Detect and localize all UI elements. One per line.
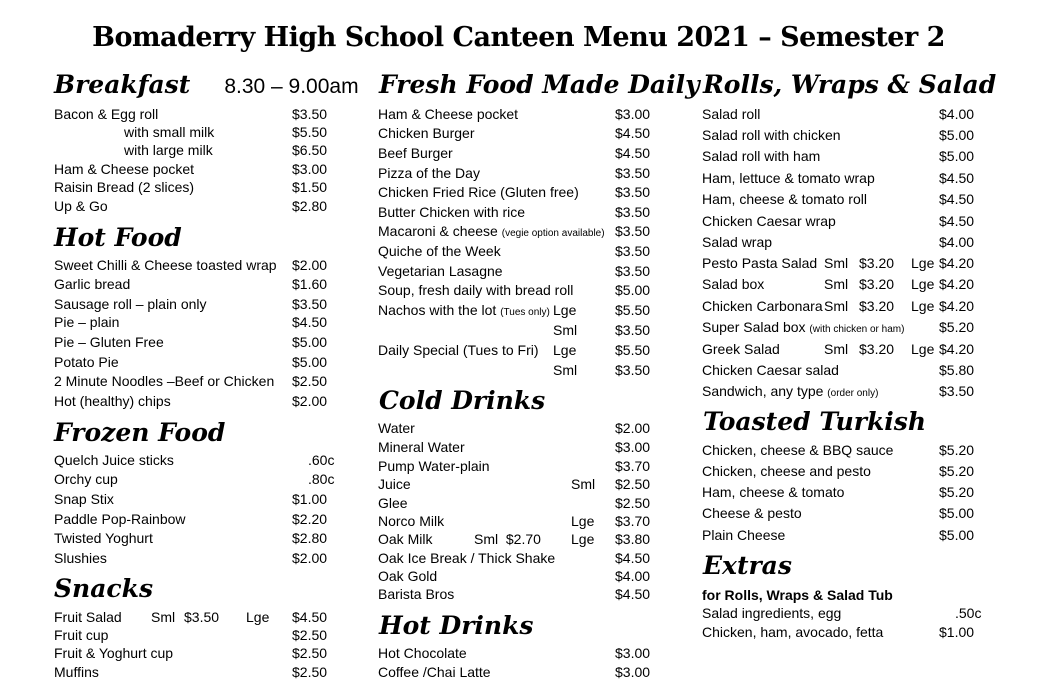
size-label: Sml <box>824 298 849 314</box>
menu-item: with small milk <box>124 124 215 140</box>
menu-item-name: Super Salad box <box>702 319 806 335</box>
menu-item: Greek Salad <box>702 341 780 357</box>
menu-item: Chicken, cheese and pesto <box>702 463 871 479</box>
size-label: Lge <box>911 298 935 314</box>
breakfast-time: 8.30 – 9.00am <box>224 75 359 98</box>
menu-price: $3.20 <box>859 341 895 357</box>
menu-price: $4.00 <box>615 568 651 584</box>
menu-price: $4.00 <box>939 106 975 122</box>
menu-price: $2.50 <box>292 645 328 661</box>
menu-item: Barista Bros <box>378 586 455 602</box>
menu-item: Vegetarian Lasagne <box>378 263 503 279</box>
menu-item-note: (order only) <box>827 388 879 399</box>
menu-price: $5.20 <box>939 442 975 458</box>
menu-price: $5.00 <box>615 282 651 298</box>
menu-item: Ham, cheese & tomato roll <box>702 191 867 207</box>
menu-item: Water <box>378 420 415 436</box>
menu-item: Chicken, cheese & BBQ sauce <box>702 442 894 458</box>
menu-price: $2.00 <box>292 257 328 273</box>
menu-price: $5.50 <box>292 124 328 140</box>
menu-item: Ham & Cheese pocket <box>54 161 195 177</box>
menu-price: $1.00 <box>292 491 328 507</box>
menu-price: $3.00 <box>615 645 651 661</box>
menu-price: $4.20 <box>939 341 975 357</box>
menu-item: Sweet Chilli & Cheese toasted wrap <box>54 257 277 273</box>
menu-item: Salad ingredients, egg <box>702 605 842 621</box>
menu-price: $3.50 <box>939 383 975 399</box>
size-label: Sml <box>151 609 176 625</box>
menu-price: $5.20 <box>939 463 975 479</box>
menu-item: Hot Chocolate <box>378 645 467 661</box>
menu-price: $4.20 <box>939 255 975 271</box>
menu-price: $5.50 <box>615 302 651 318</box>
menu-item: Salad wrap <box>702 234 773 250</box>
menu-price: $2.00 <box>292 550 328 566</box>
menu-price: $2.80 <box>292 198 328 214</box>
menu-price: $5.00 <box>292 354 328 370</box>
hot-food-heading: Hot Food <box>54 223 182 252</box>
menu-price: $4.50 <box>939 213 975 229</box>
menu-price: $3.00 <box>615 439 651 455</box>
size-label: Sml <box>553 322 578 338</box>
menu-price: $3.20 <box>859 276 895 292</box>
menu-price: $3.20 <box>859 298 895 314</box>
menu-price: $4.50 <box>939 191 975 207</box>
menu-price: $5.20 <box>939 484 975 500</box>
size-label: Sml <box>553 362 578 378</box>
menu-price: $4.50 <box>615 586 651 602</box>
menu-item: Ham, lettuce & tomato wrap <box>702 170 875 186</box>
menu-item: Quelch Juice sticks <box>54 452 174 468</box>
menu-item: Mineral Water <box>378 439 465 455</box>
menu-item: Chicken Burger <box>378 125 475 141</box>
menu-price: $2.50 <box>292 373 328 389</box>
menu-item: Oak Milk <box>378 531 433 547</box>
menu-price: $5.20 <box>939 319 975 335</box>
size-label: Sml <box>824 255 849 271</box>
menu-price: $1.50 <box>292 179 328 195</box>
size-label: Sml <box>571 476 596 492</box>
rolls-heading: Rolls, Wraps & Salad <box>703 70 997 99</box>
menu-item: Pump Water-plain <box>378 458 490 474</box>
menu-item: Ham & Cheese pocket <box>378 106 519 122</box>
menu-price: $5.00 <box>939 127 975 143</box>
menu-item: Orchy cup <box>54 471 118 487</box>
menu-price: $4.00 <box>939 234 975 250</box>
menu-price: $4.50 <box>615 550 651 566</box>
menu-price: $5.50 <box>615 342 651 358</box>
menu-item: Up & Go <box>54 198 108 214</box>
extras-subheading: for Rolls, Wraps & Salad Tub <box>702 587 893 603</box>
size-label: Lge <box>911 276 935 292</box>
menu-item: Plain Cheese <box>702 527 786 543</box>
menu-item-name: Macaroni & cheese <box>378 223 498 239</box>
menu-price: $3.50 <box>615 263 651 279</box>
menu-item: Fruit & Yoghurt cup <box>54 645 174 661</box>
menu-price: $3.50 <box>615 223 651 239</box>
menu-item: Cheese & pesto <box>702 505 802 521</box>
menu-price: $3.80 <box>615 531 651 547</box>
size-price: Sml $2.70 <box>474 531 541 547</box>
menu-item <box>702 319 904 338</box>
menu-item-note: (vegie option available) <box>501 228 605 239</box>
menu-item: Pie – plain <box>54 314 120 330</box>
menu-item: Soup, fresh daily with bread roll <box>378 282 574 298</box>
menu-item <box>378 302 550 321</box>
menu-price: $3.00 <box>615 664 651 680</box>
menu-price: $3.50 <box>292 106 328 122</box>
menu-price: $2.50 <box>615 495 651 511</box>
menu-price: $2.50 <box>292 627 328 643</box>
menu-item: 2 Minute Noodles –Beef or Chicken <box>54 373 275 389</box>
menu-item <box>702 383 878 402</box>
menu-price: $6.50 <box>292 142 328 158</box>
menu-item: Chicken Fried Rice (Gluten free) <box>378 184 579 200</box>
menu-item: Salad roll with ham <box>702 148 821 164</box>
menu-item: Sausage roll – plain only <box>54 296 207 312</box>
menu-item: Fruit Salad <box>54 609 122 625</box>
menu-price: .80c <box>308 471 335 487</box>
menu-price: $3.50 <box>615 165 651 181</box>
menu-price: $2.80 <box>292 530 328 546</box>
menu-item: Quiche of the Week <box>378 243 501 259</box>
toasted-turkish-heading: Toasted Turkish <box>703 407 927 436</box>
menu-item: Bacon & Egg roll <box>54 106 159 122</box>
fresh-food-heading: Fresh Food Made Daily <box>379 70 700 99</box>
frozen-food-heading: Frozen Food <box>54 418 226 447</box>
menu-item: Salad box <box>702 276 765 292</box>
menu-price: $5.00 <box>292 334 328 350</box>
menu-price: $4.50 <box>292 314 328 330</box>
menu-item: Snap Stix <box>54 491 114 507</box>
menu-item <box>378 223 605 242</box>
menu-item: Daily Special (Tues to Fri) <box>378 342 539 358</box>
size-label: Lge <box>911 341 935 357</box>
size-label: Lge <box>553 302 577 318</box>
menu-item: Pizza of the Day <box>378 165 480 181</box>
size-label: Lge <box>911 255 935 271</box>
menu-price: $3.50 <box>615 362 651 378</box>
menu-price: $3.00 <box>615 106 651 122</box>
menu-price: $4.20 <box>939 298 975 314</box>
menu-item: Hot (healthy) chips <box>54 393 171 409</box>
cold-drinks-heading: Cold Drinks <box>379 386 546 415</box>
size-label: Sml <box>824 276 849 292</box>
menu-item: Chicken Caesar wrap <box>702 213 836 229</box>
menu-price: .50c <box>955 605 982 621</box>
menu-item: Salad roll with chicken <box>702 127 841 143</box>
menu-item: Fruit cup <box>54 627 109 643</box>
menu-price: $2.00 <box>292 393 328 409</box>
size-label: Lge <box>246 609 270 625</box>
menu-price: .60c <box>308 452 335 468</box>
size-label: Sml <box>824 341 849 357</box>
menu-item: Slushies <box>54 550 107 566</box>
menu-item: Oak Ice Break / Thick Shake <box>378 550 556 566</box>
menu-price: $3.50 <box>184 609 220 625</box>
size-label: Lge <box>553 342 577 358</box>
menu-item: Raisin Bread (2 slices) <box>54 179 195 195</box>
hot-drinks-heading: Hot Drinks <box>379 611 534 640</box>
extras-heading: Extras <box>703 551 792 580</box>
menu-price: $3.50 <box>615 322 651 338</box>
menu-price: $4.20 <box>939 276 975 292</box>
menu-price: $4.50 <box>615 125 651 141</box>
menu-price: $2.00 <box>615 420 651 436</box>
menu-price: $5.80 <box>939 362 975 378</box>
menu-item: Butter Chicken with rice <box>378 204 526 220</box>
size-label: Lge <box>571 513 595 529</box>
menu-price: $5.00 <box>939 527 975 543</box>
breakfast-heading: Breakfast 8.30 – 9.00am <box>54 70 359 99</box>
menu-item: Salad roll <box>702 106 761 122</box>
menu-item: Glee <box>378 495 408 511</box>
menu-item: Twisted Yoghurt <box>54 530 153 546</box>
page-title: Bomaderry High School Canteen Menu 2021 – Semester 2 <box>92 22 945 53</box>
menu-item: with large milk <box>124 142 213 158</box>
menu-price: $4.50 <box>939 170 975 186</box>
menu-item: Muffins <box>54 664 99 680</box>
menu-price: $5.00 <box>939 505 975 521</box>
menu-item-note: (with chicken or ham) <box>809 324 905 335</box>
menu-item: Juice <box>378 476 411 492</box>
menu-price: $3.20 <box>859 255 895 271</box>
size-label: Lge <box>571 531 595 547</box>
menu-price: $1.00 <box>939 624 975 640</box>
menu-price: $3.50 <box>292 296 328 312</box>
menu-price: $2.50 <box>615 476 651 492</box>
menu-price: $1.60 <box>292 276 328 292</box>
menu-item: Oak Gold <box>378 568 438 584</box>
menu-price: $3.70 <box>615 458 651 474</box>
menu-item: Pie – Gluten Free <box>54 334 164 350</box>
menu-item: Norco Milk <box>378 513 445 529</box>
menu-item: Garlic bread <box>54 276 131 292</box>
menu-item: Chicken Carbonara <box>702 298 823 314</box>
menu-price: $2.20 <box>292 511 328 527</box>
menu-item-name: Nachos with the lot <box>378 302 497 318</box>
menu-price: $3.70 <box>615 513 651 529</box>
menu-item-name: Sandwich, any type <box>702 383 824 399</box>
menu-price: $3.00 <box>292 161 328 177</box>
menu-price: $2.50 <box>292 664 328 680</box>
menu-price: $5.00 <box>939 148 975 164</box>
menu-item-note: (Tues only) <box>500 307 550 318</box>
menu-price: $4.50 <box>292 609 328 625</box>
menu-item: Chicken, ham, avocado, fetta <box>702 624 884 640</box>
menu-item: Potato Pie <box>54 354 119 370</box>
menu-item: Ham, cheese & tomato <box>702 484 845 500</box>
menu-price: $3.50 <box>615 204 651 220</box>
menu-item: Pesto Pasta Salad <box>702 255 818 271</box>
menu-price: $4.50 <box>615 145 651 161</box>
menu-price: $3.50 <box>615 243 651 259</box>
snacks-heading: Snacks <box>54 574 154 603</box>
menu-item: Paddle Pop-Rainbow <box>54 511 186 527</box>
menu-item: Coffee /Chai Latte <box>378 664 491 680</box>
menu-item: Beef Burger <box>378 145 453 161</box>
menu-item: Chicken Caesar salad <box>702 362 839 378</box>
menu-price: $3.50 <box>615 184 651 200</box>
